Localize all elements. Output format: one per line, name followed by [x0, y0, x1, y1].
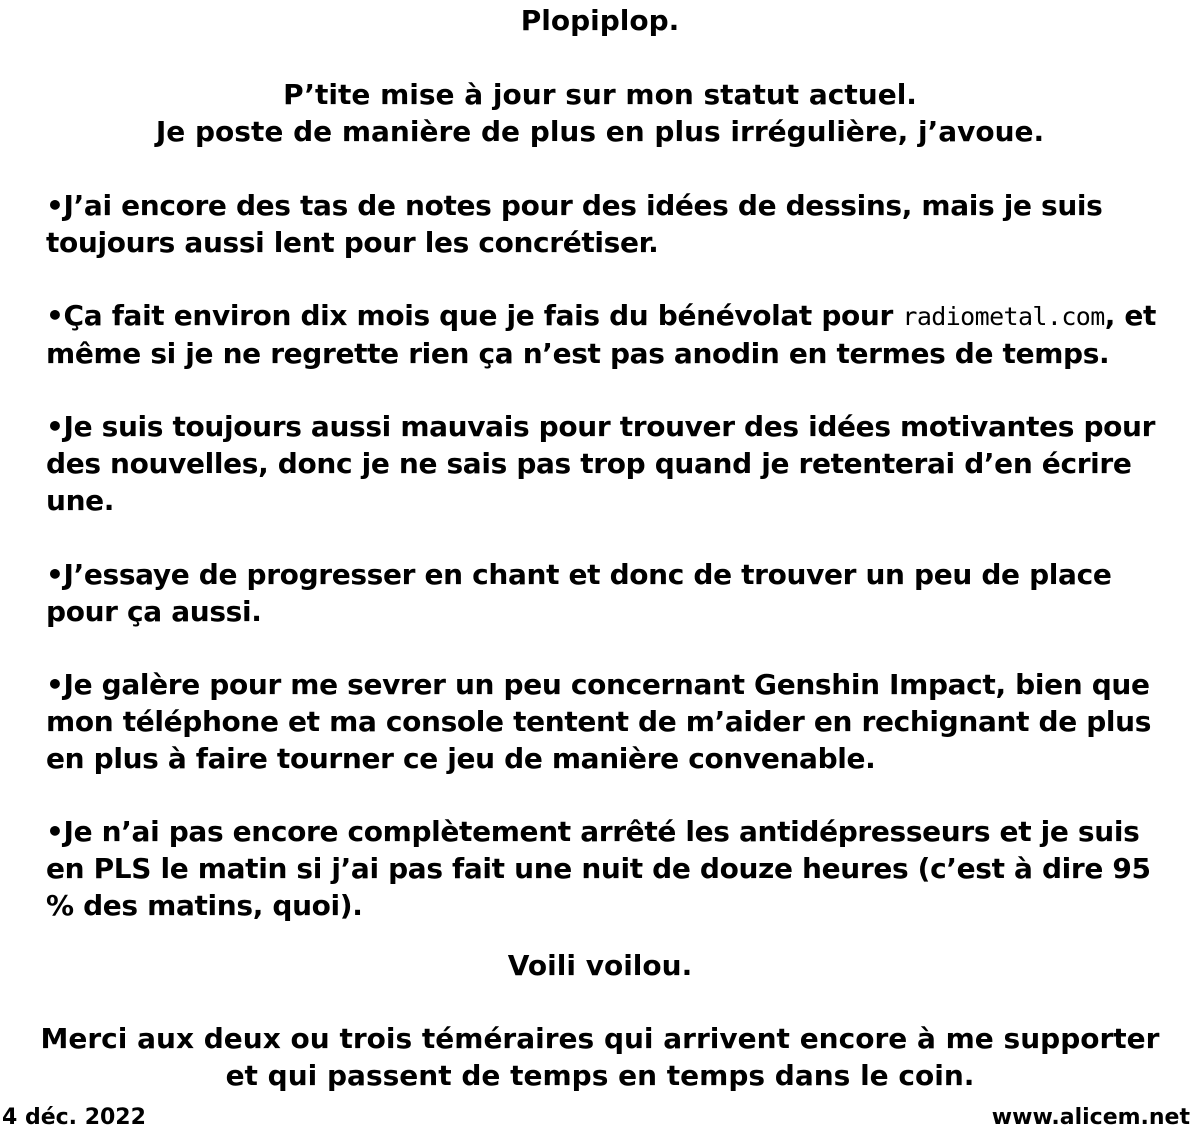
bullet-short-stories: •Je suis toujours aussi mauvais pour trouver des idées motivantes pour des nouvelles, donc je ne sais pas trop quand je retenterai d’en écrire une. [46, 410, 1156, 517]
website-url: www.alicem.net [991, 1105, 1190, 1130]
radiometal-link: radiometal.com [902, 302, 1105, 331]
bullet-volunteering-text-end: , et même si je ne regrette rien ça n’est pas anodin en termes de temps. [46, 299, 1157, 370]
bullet-volunteering [46, 297, 1166, 372]
intro-line-1: P’tite mise à jour sur mon statut actuel. [283, 78, 917, 111]
bullet-antidepressants: •Je n’ai pas encore complètement arrêté les antidépresseurs et je suis en PLS le matin si j’ai pas fait une nuit de douze heures (c’est à dire 95 % des matins, quoi). [46, 815, 1151, 922]
intro-line-2: Je poste de manière de plus en plus irrégulière, j’avoue. [155, 115, 1045, 148]
thanks-line-2: et qui passent de temps en temps dans le coin. [225, 1059, 975, 1092]
closing-line: Voili voilou. [507, 949, 693, 982]
thanks-line-1: Merci aux deux ou trois téméraires qui arrivent encore à me supporter [40, 1022, 1160, 1055]
bullet-singing: •J’essaye de progresser en chant et donc de trouver un peu de place pour ça aussi. [46, 558, 1112, 628]
post-date: 4 déc. 2022 [2, 1105, 146, 1130]
bullet-drawing-notes: •J’ai encore des tas de notes pour des idées de dessins, mais je suis toujours aussi lent pour les concrétiser. [46, 189, 1103, 259]
bullet-genshin-impact: •Je galère pour me sevrer un peu concernant Genshin Impact, bien que mon téléphone et ma console tentent de m’aider en rechignant de plus en plus à faire tourner ce jeu de manière convenable. [46, 668, 1152, 775]
greeting: Plopiplop. [520, 4, 680, 37]
bullet-volunteering-text-start: •Ça fait environ dix mois que je fais du bénévolat pour [46, 299, 903, 332]
